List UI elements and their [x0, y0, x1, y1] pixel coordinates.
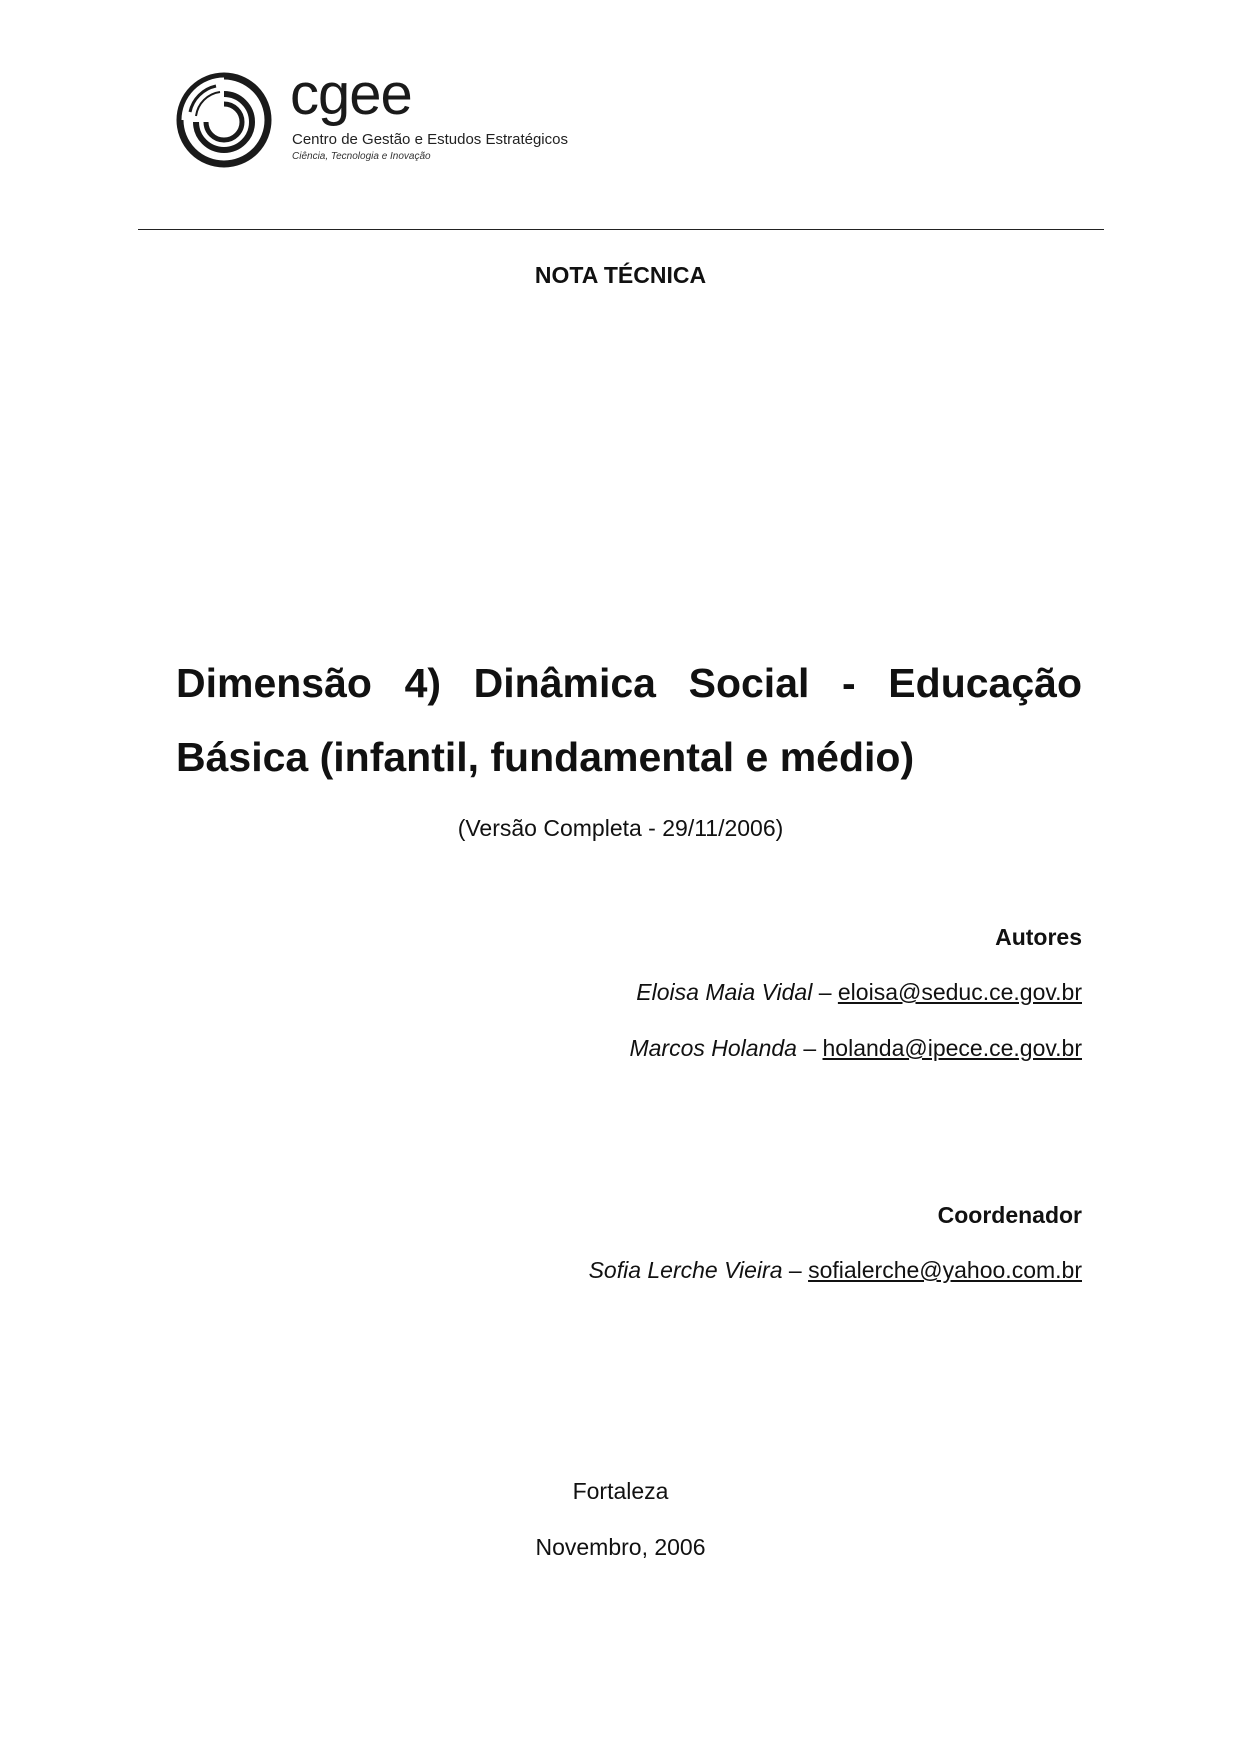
publication-city: Fortaleza [572, 1478, 669, 1504]
version-note: (Versão Completa - 29/11/2006) [457, 815, 784, 841]
coordinator-name: Sofia Lerche Vieira [588, 1257, 783, 1283]
author-row [176, 1035, 1082, 1062]
author-email-link[interactable]: holanda@ipece.ce.gov.br [822, 1035, 1082, 1061]
author-row [176, 979, 1082, 1006]
org-tagline: Ciência, Tecnologia e Inovação [292, 151, 431, 162]
cgee-logo-icon [176, 72, 272, 168]
coordinator-email-link[interactable]: sofialerche@yahoo.com.br [808, 1257, 1082, 1283]
separator: – [796, 1035, 823, 1061]
title-line-1: Dimensão 4) Dinâmica Social - Educação [176, 660, 1082, 706]
header-divider [138, 229, 1104, 230]
document-title [176, 646, 1082, 794]
org-name: Centro de Gestão e Estudos Estratégicos [292, 131, 568, 148]
doc-type: NOTA TÉCNICA [534, 262, 707, 288]
coordinator-heading: Coordenador [937, 1202, 1082, 1228]
coordinator-row [176, 1257, 1082, 1284]
author-name: Eloisa Maia Vidal [636, 979, 813, 1005]
logo-wordmark: cgee [290, 62, 412, 127]
separator: – [782, 1257, 809, 1283]
separator: – [812, 979, 838, 1005]
publication-date: Novembro, 2006 [535, 1534, 706, 1560]
authors-heading: Autores [995, 924, 1082, 950]
author-name: Marcos Holanda [629, 1035, 797, 1061]
title-line-2: Básica (infantil, fundamental e médio) [176, 734, 915, 780]
author-email-link[interactable]: eloisa@seduc.ce.gov.br [837, 979, 1082, 1005]
